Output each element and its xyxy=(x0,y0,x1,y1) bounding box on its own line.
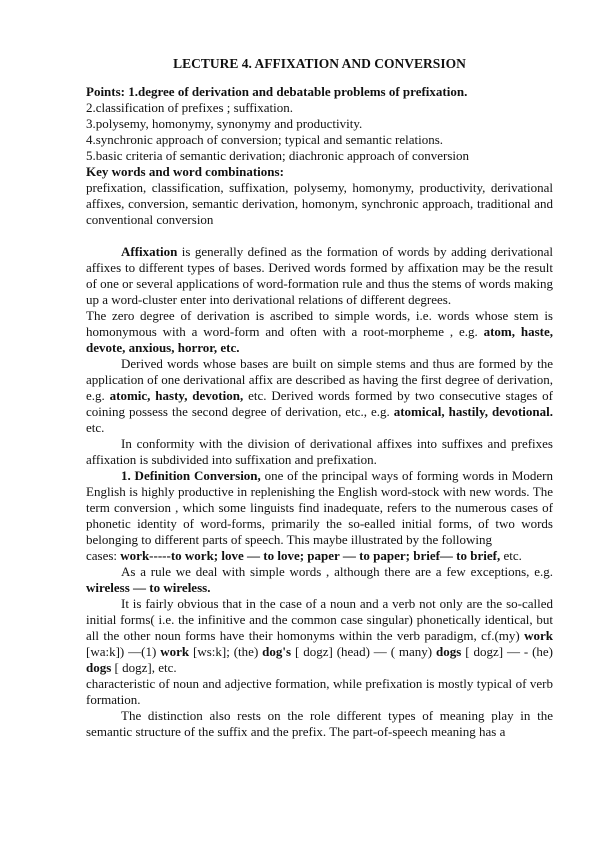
paragraph-conformity: In conformity with the division of derivational affixes into suffixes and prefixes affixation is subdivided into suffixation and prefixation. xyxy=(86,436,553,467)
paragraph-distinction: The distinction also rests on the role different types of meaning play in the semantic structure of the suffix and the prefix. The part-of-speech meaning has a xyxy=(86,708,553,739)
points-line-4: 4.synchronic approach of conversion; typical and semantic relations. xyxy=(86,132,444,147)
examples-first-degree: atomic, hasty, devotion, xyxy=(109,388,244,403)
example-work-verb: work xyxy=(160,644,190,659)
paragraph-affixation xyxy=(86,244,553,308)
paragraph-zero-degree xyxy=(86,308,553,356)
paragraph-text: one of the principal ways of forming words in Modern English is highly productive in replenishing the English word-stock with new words. The term conversion , which some linguists find inadequate, refers to the numerous cases of phonetic identity of word-forms, primarily the so-ealled initial forms, of two words belonging to different parts of speech. This maybe illustrated by the following xyxy=(86,468,553,547)
term-conversion: 1. Definition Conversion, xyxy=(121,468,261,483)
paragraph-text: Derived words whose bases are built on simple stems and thus are formed by the application of one derivational affix are described as having the first degree of derivation, e.g. xyxy=(86,356,553,403)
paragraph-text: etc. Derived words formed by two consecutive stages of coining possess the second degree of derivation, etc., e.g. xyxy=(86,388,553,419)
paragraph-text: [ dogz] (head) — ( many) xyxy=(291,644,437,659)
paragraph-noun-verb xyxy=(86,596,553,676)
paragraph-text: [ dogz] — - (he) xyxy=(461,644,553,659)
keywords-list: prefixation, classification, suffixation, polysemy, homonymy, productivity, derivational affixes, conversion, semantic derivation, homonym, synchronic approach, traditional and conventional conversion xyxy=(86,180,553,227)
paragraph-characteristic: characteristic of noun and adjective formation, while prefixation is mostly typical of verb formation. xyxy=(86,676,553,707)
cases-examples: work-----to work; love — to love; paper — to paper; brief— to brief, xyxy=(120,548,501,563)
cases-line xyxy=(86,548,553,564)
points-line-2: 2.classification of prefixes ; suffixation. xyxy=(86,100,293,115)
paragraph-derived-words xyxy=(86,356,553,436)
cases-label: cases: xyxy=(86,548,121,563)
example-wireless: wireless — to wireless. xyxy=(86,580,211,595)
examples-zero-degree: atom, haste, devote, anxious, horror, etc. xyxy=(86,324,553,355)
paragraph-text: [wa:k]) —(1) xyxy=(86,644,161,659)
example-dogs-verb: dogs xyxy=(86,660,112,675)
paragraph-text: etc. xyxy=(86,420,105,435)
examples-second-degree: atomical, hastily, devotional. xyxy=(393,404,554,419)
paragraph-text: It is fairly obvious that in the case of a noun and a verb not only are the so-called initial forms( i.e. the infinitive and the common case singular) phonetically identical, but all the other noun forms have their homonyms within the verb paradigm, cf.(my) xyxy=(86,596,553,643)
example-dogs-plural: dogs xyxy=(436,644,462,659)
document-page xyxy=(86,56,553,740)
example-dogs-possessive: dog's xyxy=(262,644,292,659)
points-line-3: 3.polysemy, homonymy, synonymy and productivity. xyxy=(86,116,363,131)
paragraph-gap xyxy=(86,228,553,244)
paragraph-text: [ dogz], etc. xyxy=(111,660,177,675)
paragraph-text: is generally defined as the formation of words by adding derivational affixes to different types of bases. Derived words formed by affixation may be the result of one or several applications of word-formation rule and thus the stems of words making up a word-cluster enter into derivational relations of different degrees. xyxy=(86,244,553,307)
lecture-title: LECTURE 4. AFFIXATION AND CONVERSION xyxy=(173,56,466,71)
paragraph-text: [ws:k]; (the) xyxy=(189,644,263,659)
paragraph-simple-words xyxy=(86,564,553,596)
paragraph-text: As a rule we deal with simple words , although there are a few exceptions, e.g. xyxy=(121,564,553,579)
term-affixation: Affixation xyxy=(121,244,178,259)
keywords-heading: Key words and word combinations: xyxy=(86,164,284,179)
example-work-noun: work xyxy=(524,628,553,643)
cases-tail: etc. xyxy=(500,548,522,563)
points-line-5: 5.basic criteria of semantic derivation; diachronic approach of conversion xyxy=(86,148,469,163)
paragraph-conversion-definition xyxy=(86,468,553,548)
points-line-1: Points: 1.degree of derivation and debatable problems of prefixation. xyxy=(86,84,468,99)
paragraph-text: The zero degree of derivation is ascribed to simple words, i.e. words whose stem is homonymous with a word-form and often with a root-morpheme , e.g. xyxy=(86,308,553,339)
